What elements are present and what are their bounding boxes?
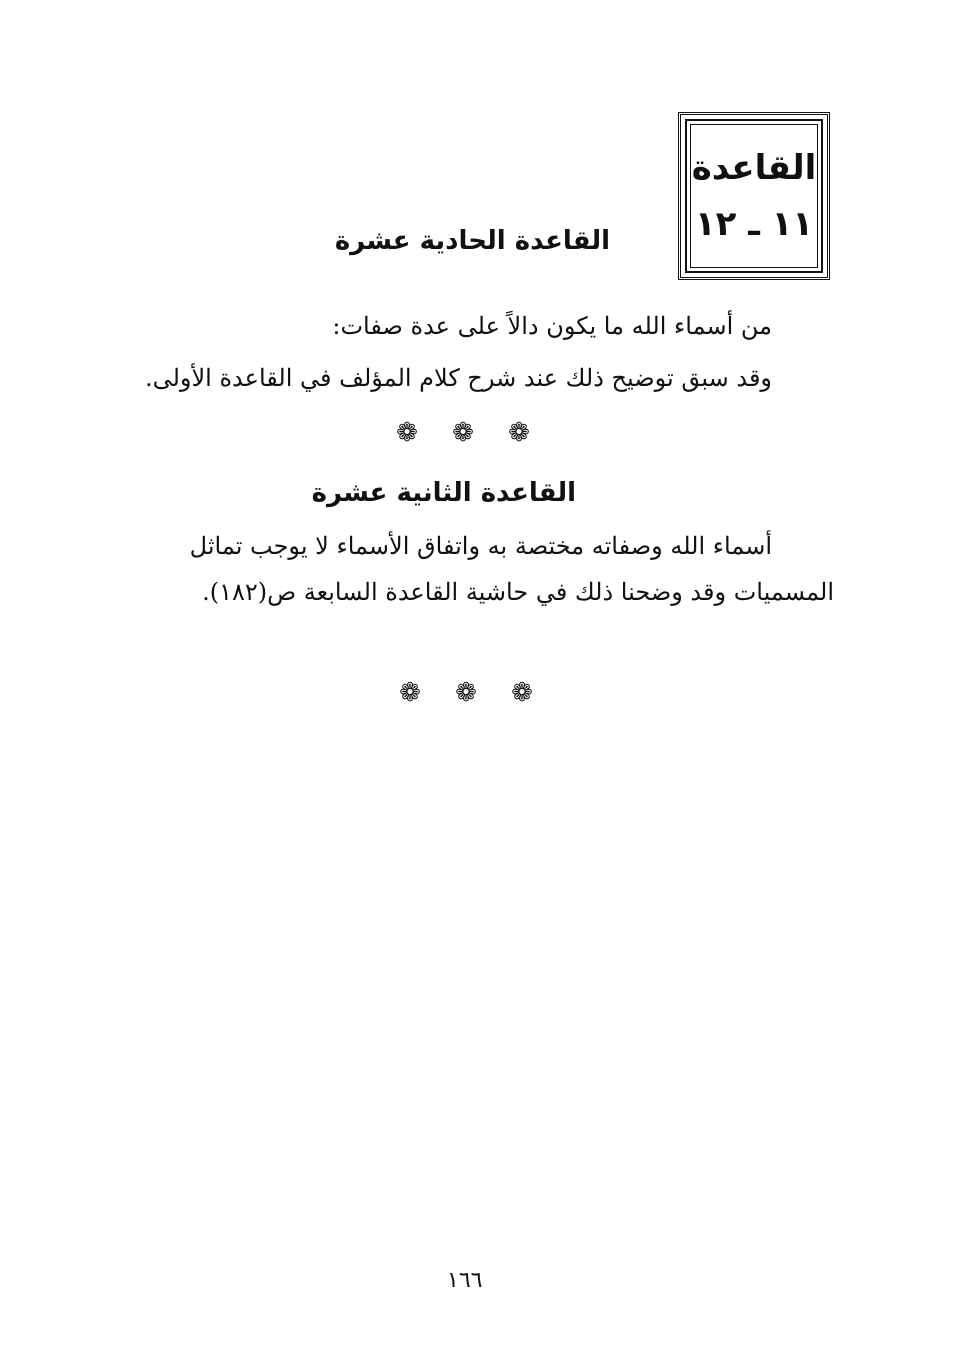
rule-11-line-2: وقد سبق توضيح ذلك عند شرح كلام المؤلف في القاعدة الأولى.: [144, 364, 772, 392]
rule-11-line-1: من أسماء الله ما يكون دالاً على عدة صفات:: [332, 312, 772, 340]
flower-ornament-icon: ❁: [508, 418, 530, 448]
rule-11-title: القاعدة الحادية عشرة: [334, 226, 610, 256]
rule-12-line-1: أسماء الله وصفاته مختصة به واتفاق الأسماء لا يوجب تماثل: [189, 532, 772, 560]
ornament-separator-bottom: [397, 678, 535, 708]
rule-number-box-inner: [685, 119, 823, 273]
flower-ornament-icon: ❁: [396, 418, 418, 448]
rule-12-title: القاعدة الثانية عشرة: [311, 478, 576, 508]
ornament-separator: [394, 418, 532, 448]
flower-ornament-icon: ❁: [511, 678, 533, 708]
rule-12-line-2: المسميات وقد وضحنا ذلك في حاشية القاعدة السابعة ص(١٨٢).: [202, 578, 834, 606]
flower-ornament-icon: ❁: [455, 678, 477, 708]
flower-ornament-icon: ❁: [399, 678, 421, 708]
rule-box-word: القاعدة: [691, 148, 817, 188]
flower-ornament-icon: ❁: [452, 418, 474, 448]
page-number: ١٦٦: [447, 1268, 483, 1293]
rule-box-numbers: ١١ ـ ١٢: [694, 204, 814, 244]
rule-number-box: [678, 112, 830, 280]
